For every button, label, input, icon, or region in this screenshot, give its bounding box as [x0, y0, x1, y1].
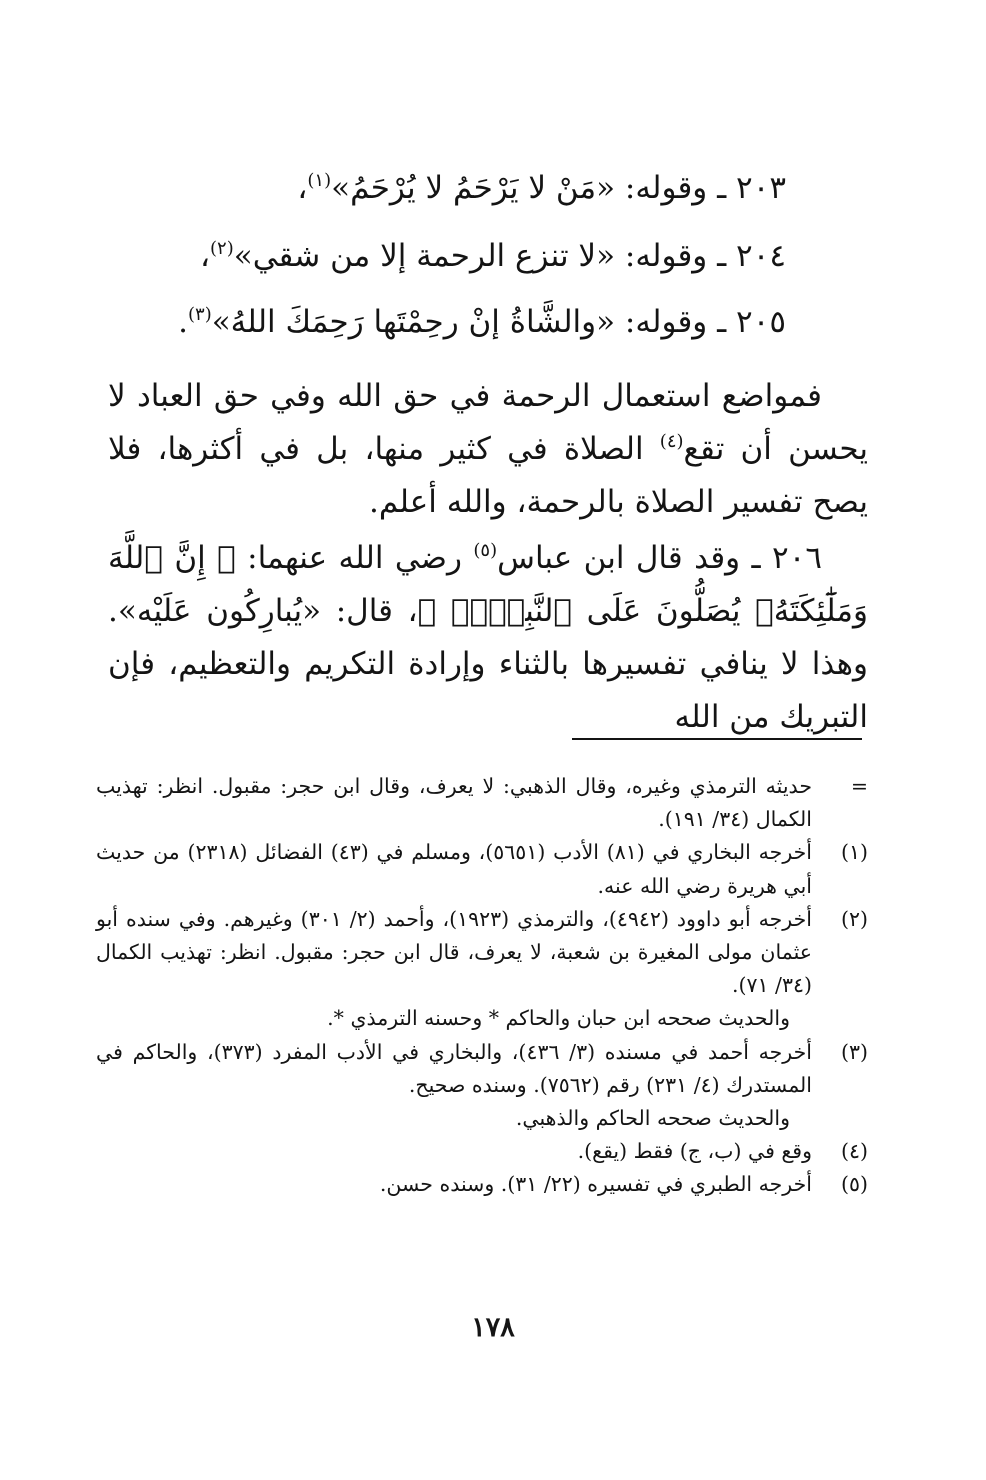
footnote-text: أخرجه أحمد في مسنده (٣/ ٤٣٦)، والبخاري في الأدب المفرد (٣٧٣)، والحاكم في المستدرك (٤/ ٢٣١) رقم (٧٥٦٢). وسنده صحيح. — [96, 1039, 812, 1097]
footnote-number: (٥) — [840, 1172, 868, 1197]
hadith-text: ـ وقوله: «لا تنزع الرحمة إلا من شقي» — [233, 238, 727, 274]
footnote-text: وقع في (ب، ج) فقط (يقع). — [577, 1139, 812, 1164]
footnote-separator — [572, 738, 862, 740]
footnote-text: حديثه الترمذي وغيره، وقال الذهبي: لا يعرف، وقال ابن حجر: مقبول. انظر: تهذيب الكمال (٣٤/ ١٩١). — [96, 774, 812, 832]
punctuation: ، — [297, 170, 308, 206]
page-number: ١٧٨ — [471, 1312, 515, 1343]
footnote-continuation — [96, 770, 868, 836]
footnote-text: أخرجه الطبري في تفسيره (٢٢/ ٣١). وسنده حسن. — [379, 1172, 812, 1197]
hadith-text: ـ وقوله: «مَنْ لا يَرْحَمُ لا يُرْحَمُ» — [331, 170, 727, 206]
footnote-ref[interactable]: (١) — [307, 170, 332, 191]
footnote-ref[interactable]: (٥) — [473, 540, 498, 561]
footnote-number: (٤) — [840, 1139, 868, 1164]
paragraph-rahma — [108, 370, 868, 529]
paragraph-206 — [108, 532, 868, 744]
hadith-number: ٢٠٦ — [772, 540, 822, 576]
footnote-ref[interactable]: (٣) — [187, 304, 212, 325]
footnote-number: = — [850, 774, 868, 798]
hadith-line-203 — [146, 168, 786, 208]
footnote-ref[interactable]: (٤) — [659, 431, 684, 452]
hadith-number: ٢٠٥ — [736, 304, 786, 340]
footnote-extra: والحديث صححه ابن حبان والحاكم * وحسنه الترمذي *. — [327, 1006, 790, 1031]
punctuation: . — [178, 304, 188, 340]
footnote-extra: والحديث صححه الحاكم والذهبي. — [515, 1106, 790, 1131]
hadith-text: ـ وقوله: «والشَّاةُ إنْ رحِمْتَها رَحِمَكَ اللهُ» — [211, 304, 727, 340]
hadith-number: ٢٠٣ — [736, 170, 786, 206]
hadith-line-204 — [146, 236, 786, 276]
footnote-number: (٢) — [840, 906, 868, 931]
footnotes — [96, 770, 868, 1202]
hadith-number: ٢٠٤ — [736, 238, 786, 274]
paragraph-text: رضي الله عنهما: ﴿ إِنَّ ٱللَّهَ وَمَلَٰٓئِكَتَهُۥ يُصَلُّونَ عَلَى ٱلنَّبِيِّۚ ﴾، قال: «يُبارِكُون عَلَيْه». وهذا لا ينافي تفسيرها بالثناء وإرادة التكريم والتعظيم، فإن التبريك من الله — [108, 540, 868, 735]
footnote-ref[interactable]: (٢) — [210, 238, 234, 259]
paragraph-text: الصلاة في كثير منها، بل في أكثرها، فلا يصح تفسير الصلاة بالرحمة، والله أعلم. — [108, 431, 868, 520]
footnote-number: (٣) — [840, 1039, 868, 1064]
paragraph-text: ـ وقد قال ابن عباس — [497, 540, 773, 576]
footnote-text: أخرجه البخاري في (٨١) الأدب (٥٦٥١)، ومسلم في (٤٣) الفضائل (٢٣١٨) من حديث أبي هريرة رضي الله عنه. — [96, 840, 813, 898]
footnote-text: أخرجه أبو داوود (٤٩٤٢)، والترمذي (١٩٢٣)، وأحمد (٢/ ٣٠١) وغيرهم. وفي سنده أبو عثمان مولى المغيرة بن شعبة، لا يعرف، قال ابن حجر: مقبول. انظر: تهذيب الكمال (٣٤/ ٧١). — [96, 906, 812, 998]
footnote-2 — [96, 903, 868, 1036]
footnote-4 — [96, 1135, 868, 1168]
footnote-1 — [96, 836, 868, 902]
footnote-number: (١) — [840, 840, 868, 865]
footnote-5 — [96, 1168, 868, 1201]
hadith-line-205 — [146, 302, 786, 342]
punctuation: ، — [200, 238, 211, 274]
paragraph-text: فمواضع استعمال الرحمة في حق الله وفي حق العباد لا يحسن أن تقع — [108, 378, 868, 467]
footnote-3 — [96, 1036, 868, 1136]
